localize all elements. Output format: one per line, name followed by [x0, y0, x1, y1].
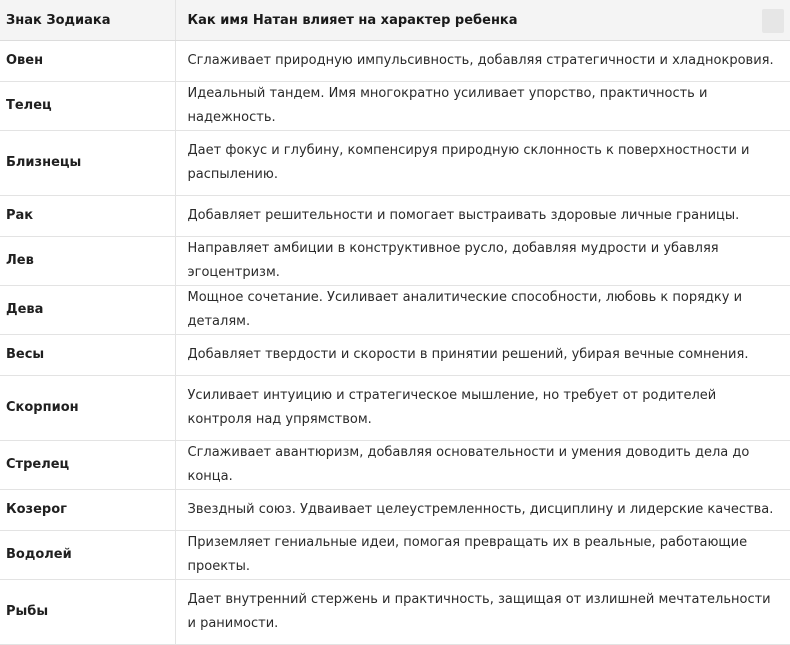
description-cell: Мощное сочетание. Усиливает аналитические способности, любовь к порядку и деталям. — [175, 286, 790, 335]
sign-cell: Телец — [0, 82, 175, 131]
table-row — [0, 376, 790, 441]
sign-cell: Близнецы — [0, 131, 175, 196]
sign-cell: Овен — [0, 41, 175, 82]
table-row — [0, 531, 790, 580]
table-row — [0, 237, 790, 286]
sign-cell: Дева — [0, 286, 175, 335]
table-row — [0, 41, 790, 82]
description-cell: Дает фокус и глубину, компенсируя природную склонность к поверхностности и распылению. — [175, 131, 790, 196]
horizontal-scroll-handle[interactable] — [762, 9, 784, 33]
table-row — [0, 335, 790, 376]
table-row — [0, 441, 790, 490]
table-row — [0, 286, 790, 335]
table-row — [0, 196, 790, 237]
description-cell: Сглаживает природную импульсивность, добавляя стратегичности и хладнокровия. — [175, 41, 790, 82]
table-row — [0, 580, 790, 645]
description-cell: Дает внутренний стержень и практичность, защищая от излишней мечтательности и ранимости. — [175, 580, 790, 645]
table-row — [0, 490, 790, 531]
sign-cell: Лев — [0, 237, 175, 286]
description-cell: Добавляет решительности и помогает выстраивать здоровые личные границы. — [175, 196, 790, 237]
sign-cell: Рыбы — [0, 580, 175, 645]
sign-cell: Скорпион — [0, 376, 175, 441]
description-cell: Усиливает интуицию и стратегическое мышление, но требует от родителей контроля над упрямством. — [175, 376, 790, 441]
header-influence: Как имя Натан влияет на характер ребенка — [175, 0, 790, 41]
sign-cell: Водолей — [0, 531, 175, 580]
table-row — [0, 131, 790, 196]
sign-cell: Рак — [0, 196, 175, 237]
header-sign: Знак Зодиака — [0, 0, 175, 41]
sign-cell: Стрелец — [0, 441, 175, 490]
table-row — [0, 82, 790, 131]
description-cell: Звездный союз. Удваивает целеустремленность, дисциплину и лидерские качества. — [175, 490, 790, 531]
description-cell: Направляет амбиции в конструктивное русло, добавляя мудрости и убавляя эгоцентризм. — [175, 237, 790, 286]
description-cell: Приземляет гениальные идеи, помогая превращать их в реальные, работающие проекты. — [175, 531, 790, 580]
description-cell: Добавляет твердости и скорости в принятии решений, убирая вечные сомнения. — [175, 335, 790, 376]
description-cell: Идеальный тандем. Имя многократно усиливает упорство, практичность и надежность. — [175, 82, 790, 131]
sign-cell: Весы — [0, 335, 175, 376]
description-cell: Сглаживает авантюризм, добавляя основательности и умения доводить дела до конца. — [175, 441, 790, 490]
sign-cell: Козерог — [0, 490, 175, 531]
table-header-row — [0, 0, 790, 41]
